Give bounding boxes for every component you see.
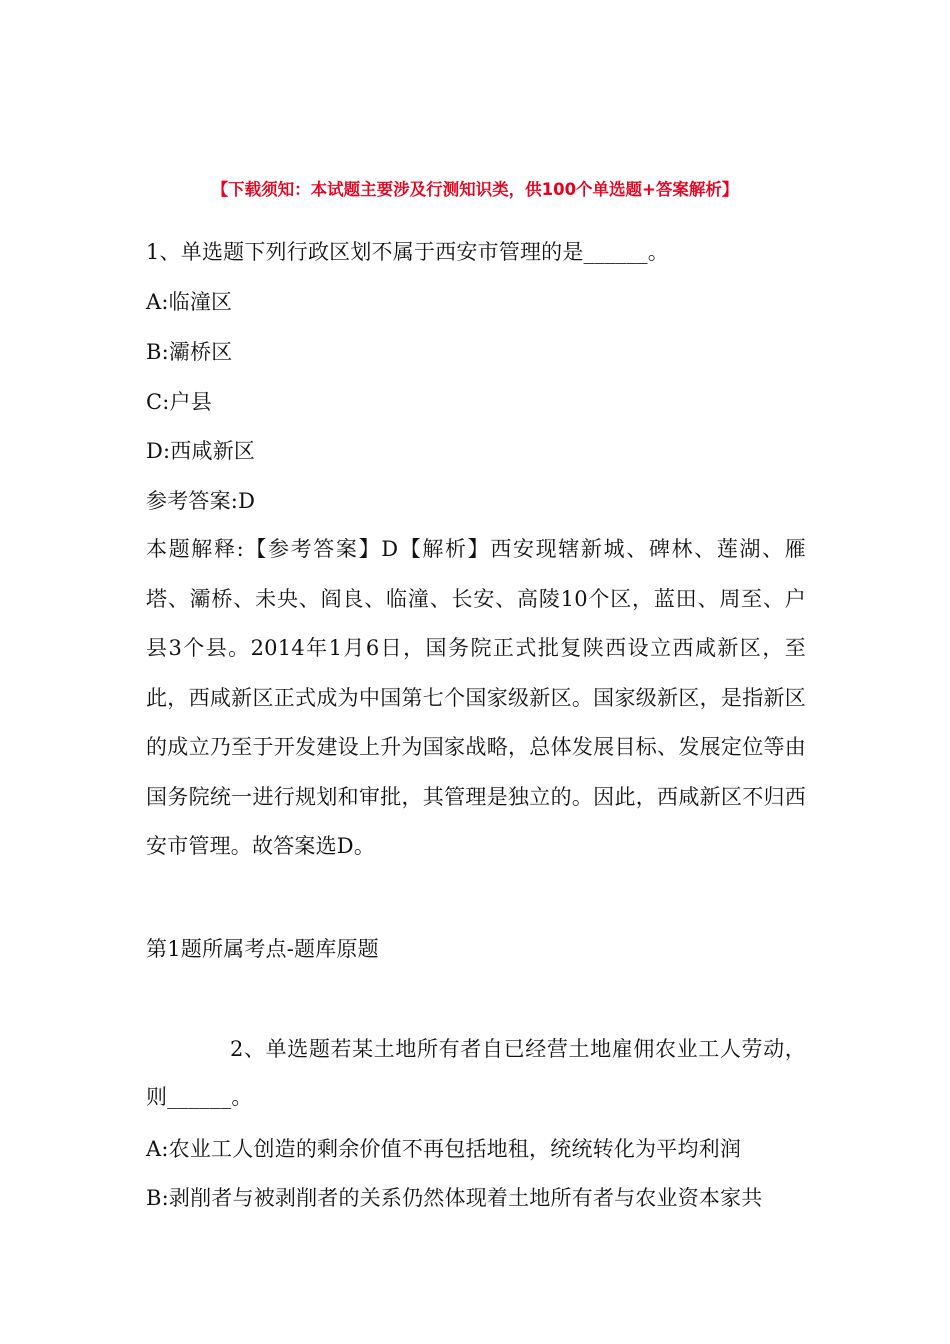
download-notice: 【下载须知：本试题主要涉及行测知识类，供100个单选题+答案解析】 bbox=[211, 180, 739, 199]
question-1-option-b: B:灞桥区 bbox=[146, 340, 233, 364]
question-1-answer: 参考答案:D bbox=[146, 489, 256, 513]
question-1-option-c: C:户县 bbox=[146, 390, 212, 414]
question-2-option-b: B:剥削者与被剥削者的关系仍然体现着土地所有者与农业资本家共 bbox=[146, 1186, 763, 1210]
question-2-stem: 2、单选题若某土地所有者自已经营土地雇佣农业工人劳动，则______。 bbox=[146, 1037, 806, 1109]
question-1-knowledge-point: 第1题所属考点-题库原题 bbox=[146, 937, 379, 961]
question-1-option-d: D:西咸新区 bbox=[146, 439, 256, 463]
question-2-option-a: A:农业工人创造的剩余价值不再包括地租，统统转化为平均利润 bbox=[146, 1137, 742, 1161]
question-1-option-a: A:临潼区 bbox=[146, 290, 233, 314]
question-1-explanation: 本题解释:【参考答案】D【解析】西安现辖新城、碑林、莲湖、雁塔、灞桥、未央、阎良、临潼、长安、高陵10个区，蓝田、周至、户县3个县。2014年1月6日，国务院正式批复陕西设立西咸新区，至此，西咸新区正式成为中国第七个国家级新区。国家级新区，是指新区的成立乃至于开发建设上升为国家战略，总体发展目标、发展定位等由国务院统一进行规划和审批，其管理是独立的。因此，西咸新区不归西安市管理。故答案选D。 bbox=[146, 537, 806, 858]
question-1-stem: 1、单选题下列行政区划不属于西安市管理的是______。 bbox=[146, 240, 669, 264]
